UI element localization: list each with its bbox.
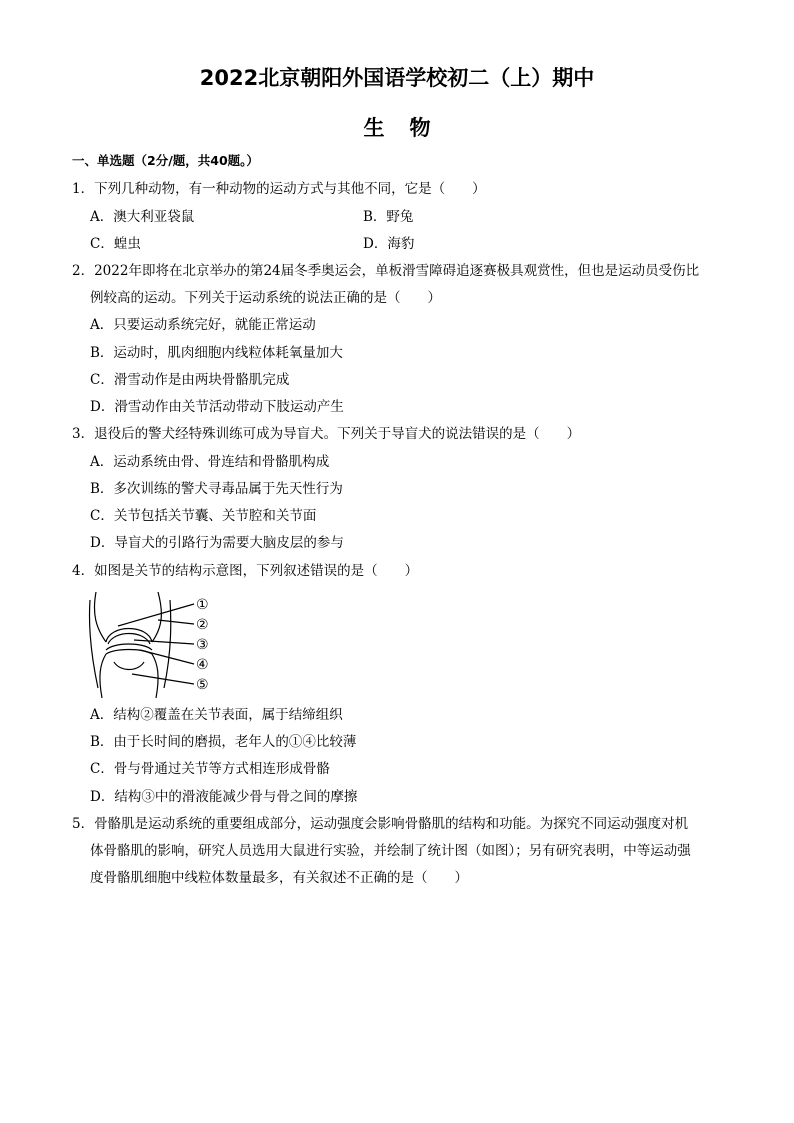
- section-heading: 一、单选题（2分/题，共40题。）: [72, 153, 259, 168]
- subject-char-1: 生: [363, 116, 385, 140]
- question-5-stem-line-1: 5．骨骼肌是运动系统的重要组成部分，运动强度会影响骨骼肌的结构和功能。为探究不同运动强度对机: [72, 816, 689, 832]
- question-4-option-a: A．结构②覆盖在关节表面，属于结缔组织: [90, 707, 343, 723]
- leader-line-5: [132, 674, 194, 684]
- joint-diagram-svg: [88, 590, 222, 700]
- question-1-option-b: B．野兔: [363, 209, 414, 225]
- question-3-option-b: B．多次训练的警犬寻毒品属于先天性行为: [90, 481, 343, 497]
- question-2-option-c: C．滑雪动作是由两块骨骼肌完成: [90, 372, 290, 388]
- lower-bone-left-edge: [100, 654, 106, 698]
- question-2-option-a: A．只要运动系统完好，就能正常运动: [90, 317, 316, 333]
- question-1-option-d: D．海豹: [363, 236, 415, 252]
- subject-heading: [0, 112, 794, 142]
- figure-label-5: ⑤: [196, 677, 209, 693]
- figure-label-2: ②: [196, 617, 209, 633]
- joint-structure-diagram: [88, 590, 222, 700]
- question-2-option-d: D．滑雪动作由关节活动带动下肢运动产生: [90, 399, 344, 415]
- figure-label-1: ①: [196, 597, 209, 613]
- question-5-stem-line-3: 度骨骼肌细胞中线粒体数量最多，有关叙述不正确的是（ ）: [90, 870, 468, 886]
- upper-bone-left-edge: [94, 592, 106, 642]
- question-3-stem: 3．退役后的警犬经特殊训练可成为导盲犬。下列关于导盲犬的说法错误的是（ ）: [72, 426, 581, 442]
- question-4-option-c: C．骨与骨通过关节等方式相连形成骨骼: [90, 761, 330, 777]
- question-1-option-c: C．蝗虫: [90, 236, 141, 252]
- lower-bone-right-edge: [152, 654, 158, 698]
- articular-cartilage-upper: [108, 634, 150, 645]
- question-5-stem-line-2: 体骨骼肌的影响，研究人员选用大鼠进行实验，并绘制了统计图（如图）；另有研究表明，中等运动强: [90, 843, 691, 859]
- question-3-option-c: C．关节包括关节囊、关节腔和关节面: [90, 508, 317, 524]
- question-4-stem: 4．如图是关节的结构示意图，下列叙述错误的是（ ）: [72, 563, 419, 579]
- figure-label-4: ④: [196, 657, 209, 673]
- question-4-option-b: B．由于长时间的磨损，老年人的①④比较薄: [90, 734, 357, 750]
- question-3-option-a: A．运动系统由骨、骨连结和骨骼肌构成: [90, 454, 330, 470]
- joint-capsule-left: [89, 600, 98, 688]
- leader-line-2: [158, 620, 194, 624]
- leader-line-4: [140, 650, 194, 664]
- joint-capsule-right: [164, 600, 171, 688]
- lower-bone-inner: [114, 662, 144, 670]
- question-3-option-d: D．导盲犬的引路行为需要大脑皮层的参与: [90, 535, 344, 551]
- question-2-stem-line-2: 例较高的运动。下列关于运动系统的说法正确的是（ ）: [90, 290, 441, 306]
- question-1-stem: 1．下列几种动物，有一种动物的运动方式与其他不同，它是（ ）: [72, 181, 486, 197]
- leader-line-3: [134, 640, 194, 644]
- subject-char-2: 物: [409, 116, 431, 140]
- document-title: 2022北京朝阳外国语学校初二（上）期中: [199, 66, 595, 90]
- question-4-option-d: D．结构③中的滑液能减少骨与骨之间的摩擦: [90, 789, 358, 805]
- articular-head: [106, 629, 152, 643]
- question-2-option-b: B．运动时，肌肉细胞内线粒体耗氧量加大: [90, 345, 343, 361]
- question-2-stem-line-1: 2．2022年即将在北京举办的第24届冬季奥运会，单板滑雪障碍追逐赛极具观赏性，但也是运动员受伤比: [72, 263, 700, 279]
- figure-label-3: ③: [196, 637, 209, 653]
- upper-bone-right-edge: [152, 592, 161, 642]
- question-1-option-a: A．澳大利亚袋鼠: [90, 209, 195, 225]
